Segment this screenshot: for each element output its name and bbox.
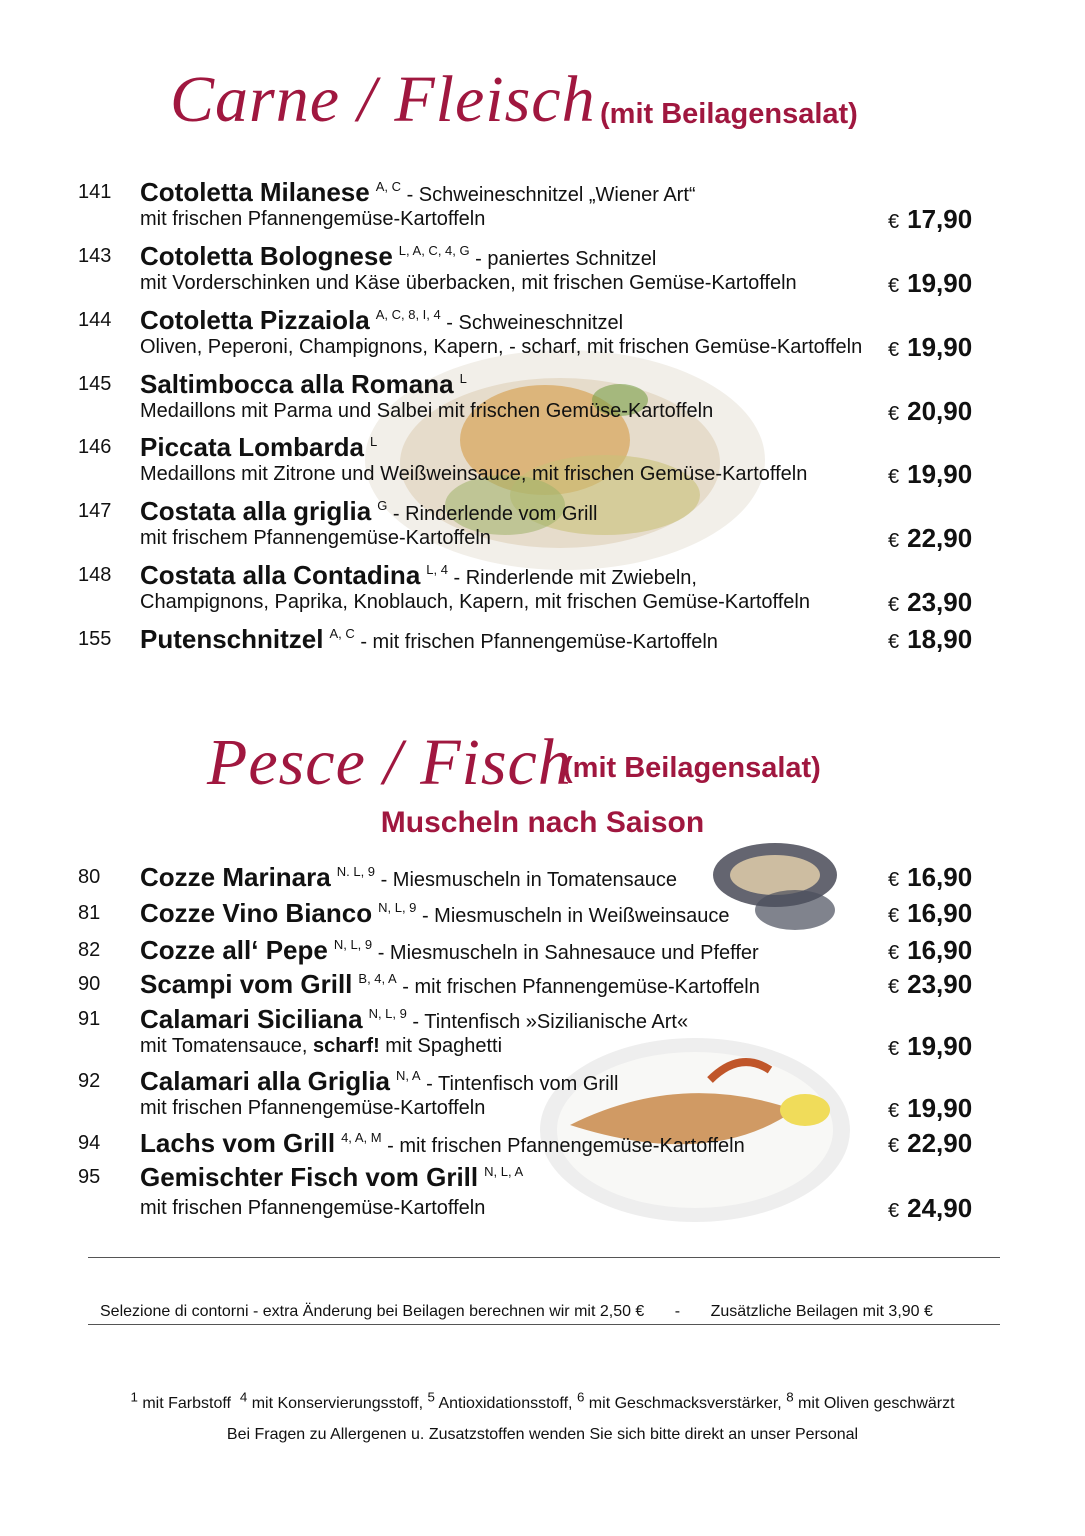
item-number: 81 (78, 902, 101, 924)
item-name-line (140, 241, 656, 272)
currency-symbol: € (888, 1200, 900, 1222)
divider (88, 1324, 1000, 1325)
item-description-line2 (140, 1035, 502, 1058)
item-allergens: N, L, A (484, 1164, 524, 1180)
pesce-note: (mit Beilagensalat) (563, 752, 821, 784)
item-allergens: N, L, 9 (378, 900, 417, 916)
item-name-line (140, 862, 677, 893)
item-name: Cozze Marinara (140, 862, 331, 892)
item-description-line2: mit frischen Pfannengemüse-Kartoffeln (140, 208, 486, 230)
item-price (888, 862, 988, 893)
currency-symbol: € (888, 631, 900, 653)
sides-text: Selezione di contorni - extra Änderung bei Beilagen berechnen wir mit 2,50 € (100, 1303, 645, 1320)
item-description: - Miesmuscheln in Tomatensauce (375, 869, 678, 891)
extra-sides-text: Zusätzliche Beilagen mit 3,90 € (710, 1303, 933, 1320)
item-number: 80 (78, 866, 101, 888)
additive-item: $^4$ mit Konservierungsstoff, (239, 1390, 424, 1413)
price-value: 16,90 (907, 898, 973, 928)
item-name: Scampi vom Grill (140, 969, 353, 999)
currency-symbol: € (888, 466, 900, 488)
item-description: - Rinderlende vom Grill (387, 503, 598, 525)
item-description-line2: Champignons, Paprika, Knoblauch, Kapern, mit frischen Gemüse-Kartoffeln (140, 591, 810, 613)
price-value: 18,90 (907, 624, 973, 654)
item-description-line2: Medaillons mit Parma und Salbei mit frischen Gemüse-Kartoffeln (140, 400, 714, 422)
item-price (888, 459, 988, 490)
item-name-line (140, 369, 467, 400)
item-name: Calamari alla Griglia (140, 1066, 391, 1096)
pesce-subtitle: Muscheln nach Saison (380, 806, 705, 839)
item-description-line2: mit frischen Pfannengemüse-Kartoffeln (140, 1097, 486, 1119)
currency-symbol: € (888, 1038, 900, 1060)
item-description: - mit frischen Pfannengemüse-Kartoffeln (381, 1135, 745, 1157)
item-name: Cotoletta Bolognese (140, 241, 393, 271)
item-number: 146 (78, 436, 112, 458)
currency-symbol: € (888, 1135, 900, 1157)
spicy-flag: scharf! (313, 1035, 380, 1057)
additive-item: $^1$ mit Farbstoff (130, 1390, 231, 1413)
item-name-line (140, 305, 623, 336)
item-allergens: G (377, 498, 388, 514)
price-value: 22,90 (907, 1128, 973, 1158)
item-price (888, 204, 988, 235)
item-name-line (140, 935, 759, 966)
item-number: 143 (78, 245, 112, 267)
item-description: - Schweineschnitzel „Wiener Art“ (401, 184, 696, 206)
item-description: - Schweineschnitzel (440, 312, 624, 334)
item-name-line (140, 969, 760, 1000)
item-name: Putenschnitzel (140, 624, 324, 654)
item-price (888, 1128, 988, 1159)
desc-part: mit Spaghetti (379, 1035, 503, 1057)
price-value: 19,90 (907, 1031, 973, 1061)
item-name-line (140, 432, 377, 463)
item-name-line (140, 624, 718, 655)
item-price (888, 332, 988, 363)
item-name-line (140, 496, 597, 527)
item-name-line (140, 898, 729, 929)
allergen-note: Bei Fragen zu Allergenen u. Zusatzstoffen wenden Sie sich bitte direkt an unser Personal (226, 1426, 859, 1443)
item-name: Saltimbocca alla Romana (140, 369, 454, 399)
item-number: 141 (78, 181, 112, 203)
item-description: - mit frischen Pfannengemüse-Kartoffeln (354, 631, 718, 653)
item-description: - mit frischen Pfannengemüse-Kartoffeln (396, 976, 760, 998)
item-number: 145 (78, 373, 112, 395)
item-description: - Miesmuscheln in Weißweinsauce (416, 905, 730, 927)
item-allergens: N, A (396, 1068, 421, 1084)
item-name: Cotoletta Pizzaiola (140, 305, 370, 335)
divider (88, 1257, 1000, 1258)
desc-part: mit Tomatensauce, (140, 1035, 314, 1057)
item-number: 95 (78, 1166, 101, 1188)
item-name: Gemischter Fisch vom Grill (140, 1162, 479, 1192)
currency-symbol: € (888, 339, 900, 361)
currency-symbol: € (888, 275, 900, 297)
item-number: 144 (78, 309, 112, 331)
currency-symbol: € (888, 594, 900, 616)
item-name: Piccata Lombarda (140, 432, 364, 462)
item-name-line (140, 1066, 618, 1097)
item-allergens: L, A, C, 4, G (398, 243, 470, 259)
item-number: 147 (78, 500, 112, 522)
item-price (888, 624, 988, 655)
item-allergens: L (459, 371, 467, 387)
item-description-line2: mit Vorderschinken und Käse überbacken, mit frischen Gemüse-Kartoffeln (140, 272, 797, 294)
item-name-line (140, 177, 696, 208)
additive-item: $^8$ mit Oliven geschwärzt (786, 1390, 955, 1413)
item-description: - Tintenfisch »Sizilianische Art« (406, 1011, 689, 1033)
additive-item: $^6$ mit Geschmacksverstärker, (576, 1390, 782, 1413)
carne-title: Carne / Fleisch (170, 63, 596, 136)
item-number: 92 (78, 1070, 101, 1092)
item-name-line (140, 560, 697, 591)
currency-symbol: € (888, 1100, 900, 1122)
item-price (888, 898, 988, 929)
item-price (888, 1031, 988, 1062)
price-value: 23,90 (907, 587, 973, 617)
item-number: 94 (78, 1132, 101, 1154)
currency-symbol: € (888, 530, 900, 552)
item-allergens: N, L, 9 (368, 1006, 407, 1022)
item-price (888, 935, 988, 966)
item-number: 148 (78, 564, 112, 586)
sides-sep: - (674, 1303, 681, 1320)
item-allergens: 4, A, M (341, 1130, 382, 1146)
currency-symbol: € (888, 211, 900, 233)
item-price (888, 268, 988, 299)
price-value: 19,90 (907, 1093, 973, 1123)
item-name: Lachs vom Grill (140, 1128, 336, 1158)
item-name: Cozze all‘ Pepe (140, 935, 328, 965)
item-description: - paniertes Schnitzel (469, 248, 657, 270)
item-price (888, 396, 988, 427)
price-value: 17,90 (907, 204, 973, 234)
item-number: 82 (78, 939, 101, 961)
price-value: 20,90 (907, 396, 973, 426)
item-number: 91 (78, 1008, 101, 1030)
item-allergens: L, 4 (426, 562, 448, 578)
price-value: 24,90 (907, 1193, 973, 1223)
price-value: 16,90 (907, 935, 973, 965)
currency-symbol: € (888, 976, 900, 998)
item-allergens: L (369, 434, 378, 450)
currency-symbol: € (888, 869, 900, 891)
sides-note (100, 1303, 1085, 1321)
item-price (888, 523, 988, 554)
item-name: Calamari Siciliana (140, 1004, 363, 1034)
item-price (888, 1193, 988, 1224)
additive-item: $^5$ Antioxidationsstoff, (427, 1390, 573, 1413)
item-description: - Miesmuscheln in Sahnesauce und Pfeffer (372, 942, 759, 964)
currency-symbol: € (888, 942, 900, 964)
item-allergens: A, C, 8, I, 4 (375, 307, 441, 323)
item-description-line2: Oliven, Peperoni, Champignons, Kapern, - scharf, mit frischen Gemüse-Kartoffeln (140, 336, 863, 358)
price-value: 22,90 (907, 523, 973, 553)
currency-symbol: € (888, 403, 900, 425)
item-description: - Tintenfisch vom Grill (420, 1073, 619, 1095)
item-allergens: A, C (329, 626, 355, 642)
item-allergens: A, C (375, 179, 402, 195)
item-name: Cotoletta Milanese (140, 177, 370, 207)
item-description-line2: mit frischen Pfannengemüse-Kartoffeln (140, 1197, 486, 1219)
item-name: Costata alla griglia (140, 496, 372, 526)
item-name: Cozze Vino Bianco (140, 898, 373, 928)
item-number: 155 (78, 628, 112, 650)
item-name-line (140, 1004, 688, 1035)
item-allergens: B, 4, A (358, 971, 397, 987)
currency-symbol: € (888, 905, 900, 927)
item-price (888, 969, 988, 1000)
item-description-line2: mit frischem Pfannengemüse-Kartoffeln (140, 527, 491, 549)
price-value: 19,90 (907, 268, 973, 298)
price-value: 19,90 (907, 332, 973, 362)
pesce-title: Pesce / Fisch (207, 726, 572, 799)
item-price (888, 587, 988, 618)
item-name: Costata alla Contadina (140, 560, 421, 590)
carne-note: (mit Beilagensalat) (600, 98, 858, 130)
price-value: 16,90 (907, 862, 973, 892)
item-name-line (140, 1128, 745, 1159)
price-value: 23,90 (907, 969, 973, 999)
price-value: 19,90 (907, 459, 973, 489)
item-price (888, 1093, 988, 1124)
item-description: - Rinderlende mit Zwiebeln, (447, 567, 697, 589)
item-allergens: N. L, 9 (336, 864, 376, 880)
item-description-line2: Medaillons mit Zitrone und Weißweinsauce, mit frischen Gemüse-Kartoffeln (140, 463, 808, 485)
additives-note (0, 1390, 1085, 1413)
item-name-line (140, 1162, 523, 1193)
item-allergens: N, L, 9 (333, 937, 373, 953)
item-number: 90 (78, 973, 101, 995)
